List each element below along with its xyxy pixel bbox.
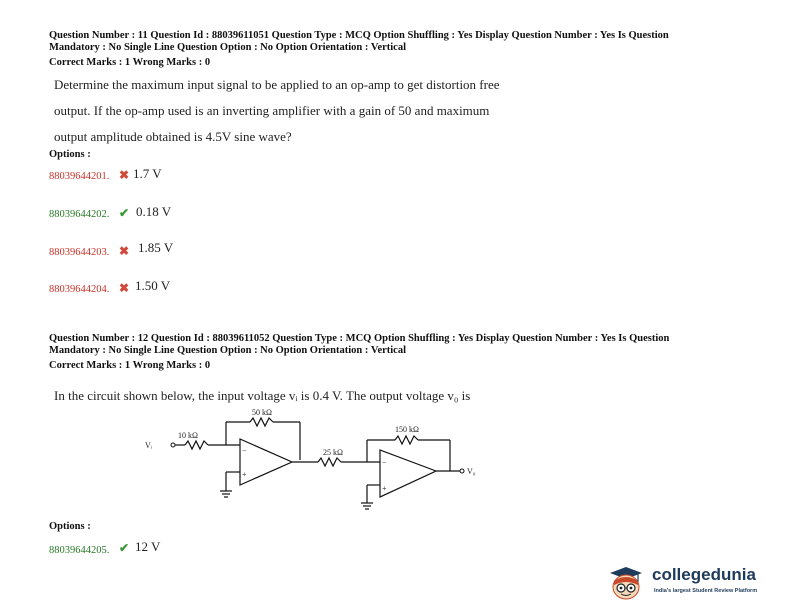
circuit-diagram xyxy=(140,405,500,515)
student-mascot-icon xyxy=(604,563,650,603)
r-feedback2-label: 150 kΩ xyxy=(395,425,419,434)
q12-text: In the circuit shown below, the input voltage vᵢ is 0.4 V. The output voltage v₀ is xyxy=(54,388,471,403)
option-value[interactable]: 1.50 V xyxy=(135,278,171,293)
option-id: 88039644203. xyxy=(49,247,110,258)
q12-options-label: Options : xyxy=(49,521,91,532)
check-icon: ✔ xyxy=(119,206,130,220)
logo-name: collegedunia xyxy=(652,565,756,584)
cross-icon: ✖ xyxy=(119,168,130,182)
q12-meta xyxy=(49,333,749,357)
q11-options-label: Options : xyxy=(49,149,91,160)
r-input1-label: 10 kΩ xyxy=(178,431,198,440)
option-value[interactable]: 0.18 V xyxy=(136,204,172,219)
q11-meta xyxy=(49,30,749,54)
svg-text:+: + xyxy=(382,484,387,493)
q12-meta-line2: Mandatory : No Single Line Question Option : No Option Orientation : Vertical xyxy=(49,345,407,356)
vin-label: Vᵢ xyxy=(145,441,153,450)
svg-text:−: − xyxy=(242,446,247,455)
option-id: 88039644204. xyxy=(49,284,110,295)
q11-meta-line2: Mandatory : No Single Line Question Option : No Option Orientation : Vertical xyxy=(49,42,407,53)
q11-text-line1: Determine the maximum input signal to be applied to an op-amp to get distortion free xyxy=(54,77,500,92)
q12-marks: Correct Marks : 1 Wrong Marks : 0 xyxy=(49,360,211,371)
option-id: 88039644201. xyxy=(49,171,110,182)
r-feedback1-label: 50 kΩ xyxy=(252,408,272,417)
q11-text-line2: output. If the op-amp used is an inverting amplifier with a gain of 50 and maximum xyxy=(54,103,490,118)
q12-meta-line1: Question Number : 12 Question Id : 88039611052 Question Type : MCQ Option Shuffling : Yes Display Question Number : Yes Is Question xyxy=(49,333,670,344)
option-value[interactable]: 12 V xyxy=(135,539,161,554)
q11-text-line3: output amplitude obtained is 4.5V sine wave? xyxy=(54,129,292,144)
check-icon: ✔ xyxy=(119,541,130,555)
svg-text:−: − xyxy=(382,458,387,467)
q11-marks: Correct Marks : 1 Wrong Marks : 0 xyxy=(49,57,211,68)
option-value[interactable]: 1.7 V xyxy=(133,166,162,181)
cross-icon: ✖ xyxy=(119,281,130,295)
q11-meta-line1: Question Number : 11 Question Id : 88039611051 Question Type : MCQ Option Shuffling : Yes Display Question Number : Yes Is Question xyxy=(49,30,669,41)
option-id: 88039644205. xyxy=(49,545,110,556)
logo-tagline: India's largest Student Review Platform xyxy=(654,588,758,594)
option-id: 88039644202. xyxy=(49,209,110,220)
svg-text:+: + xyxy=(242,470,247,479)
collegedunia-logo[interactable] xyxy=(604,563,789,603)
cross-icon: ✖ xyxy=(119,244,130,258)
option-value[interactable]: 1.85 V xyxy=(138,240,174,255)
r-middle-label: 25 kΩ xyxy=(323,448,343,457)
vout-label: V₀ xyxy=(467,467,476,476)
